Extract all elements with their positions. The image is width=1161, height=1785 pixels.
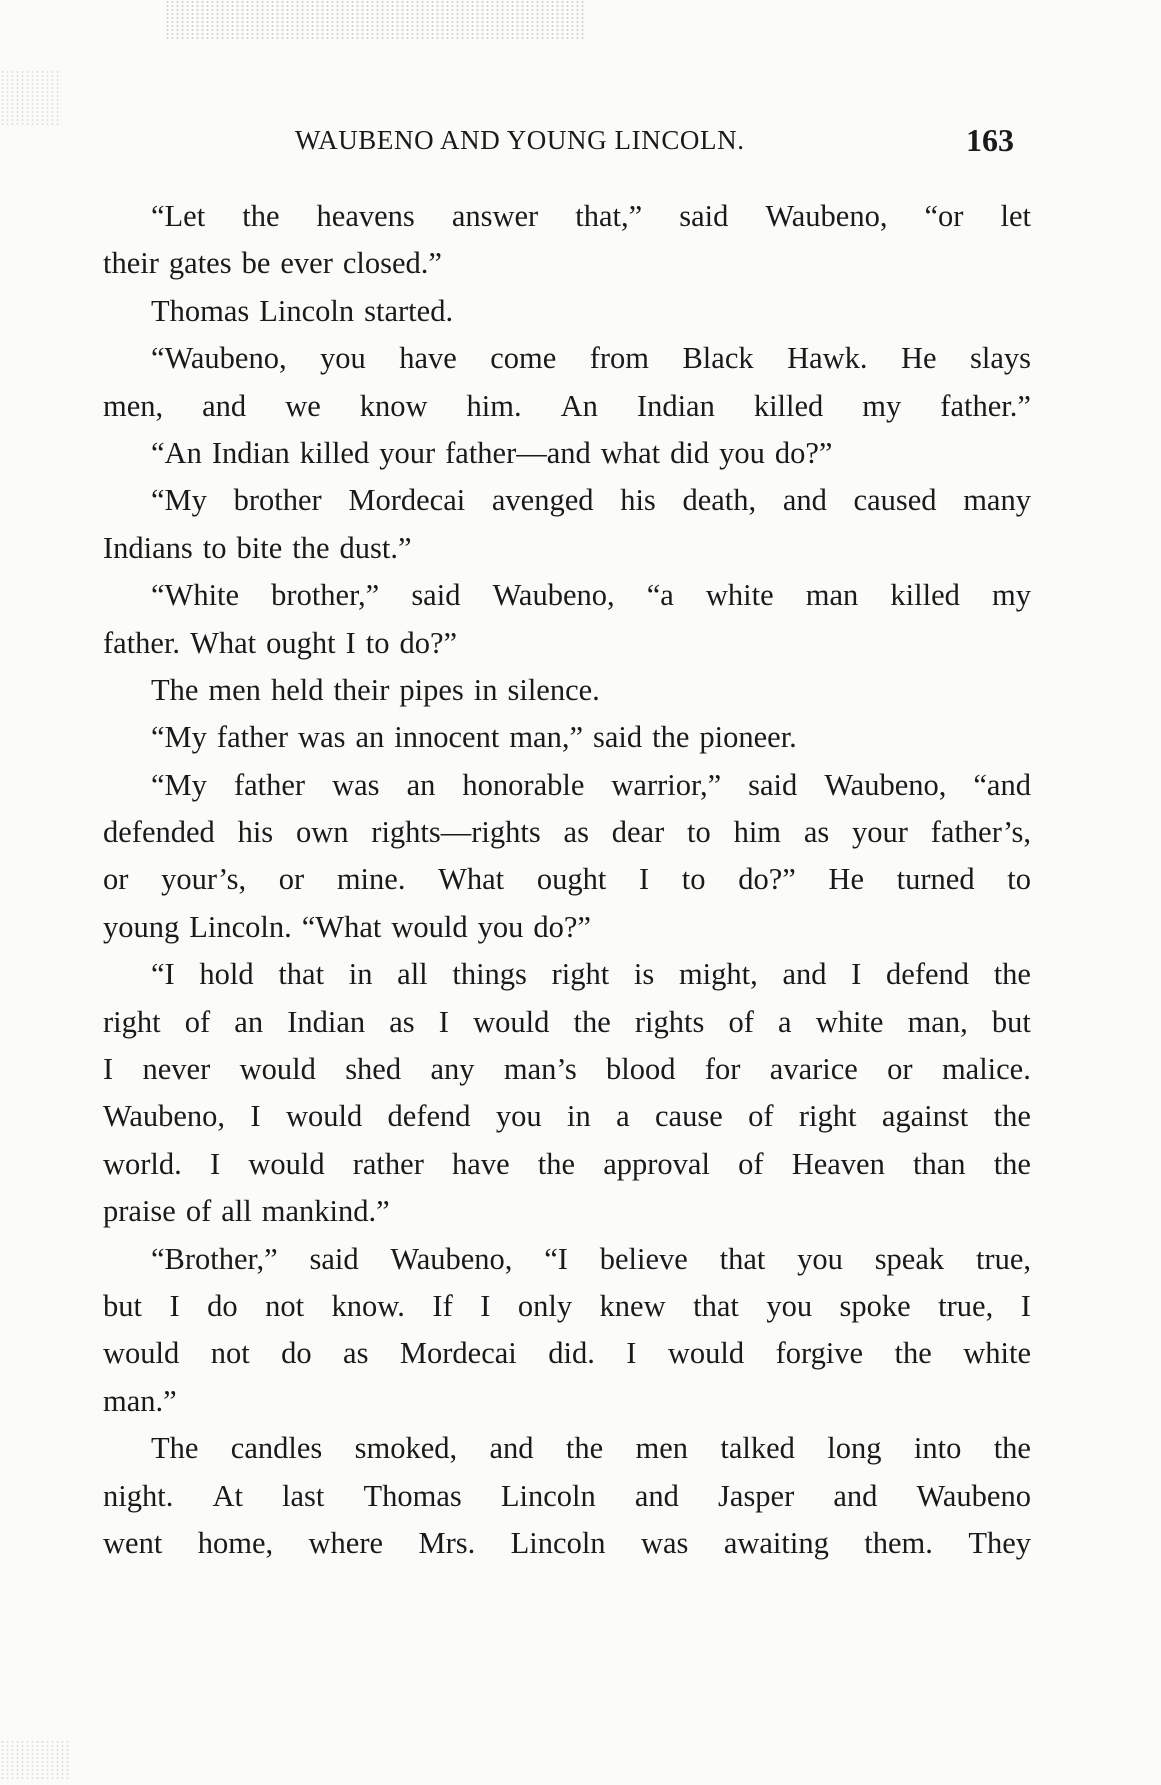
word: but bbox=[103, 1288, 142, 1323]
word: “a bbox=[646, 578, 674, 613]
word: praise bbox=[103, 1194, 176, 1229]
word: pipes bbox=[399, 672, 464, 707]
word: things bbox=[452, 957, 527, 992]
word: of bbox=[728, 1004, 754, 1039]
word: dust.” bbox=[339, 530, 412, 565]
word: them. bbox=[864, 1525, 933, 1560]
word: and bbox=[634, 1478, 679, 1513]
text-line bbox=[103, 856, 1031, 903]
word: Mordecai bbox=[399, 1336, 517, 1371]
word: What bbox=[190, 625, 257, 660]
word: He bbox=[828, 862, 864, 897]
word: talked bbox=[720, 1431, 795, 1466]
word: only bbox=[517, 1288, 573, 1323]
word: not bbox=[265, 1288, 305, 1323]
word: cause bbox=[655, 1099, 723, 1134]
word: own bbox=[295, 815, 349, 850]
word: him. bbox=[466, 388, 522, 423]
word: killed bbox=[890, 578, 960, 613]
text-line bbox=[103, 1046, 1031, 1093]
word: or bbox=[278, 862, 305, 897]
word: true, bbox=[938, 1288, 994, 1323]
word: I bbox=[438, 1004, 449, 1039]
word: awaiting bbox=[723, 1525, 829, 1560]
word: closed.” bbox=[342, 246, 442, 281]
word: that,” bbox=[575, 199, 643, 233]
word: and bbox=[833, 1478, 878, 1513]
word: the bbox=[242, 199, 280, 233]
running-title: WAUBENO AND YOUNG LINCOLN. bbox=[295, 125, 745, 155]
word: did bbox=[670, 435, 710, 470]
word: do?” bbox=[533, 909, 591, 944]
word: what bbox=[600, 435, 661, 470]
word: forgive bbox=[775, 1336, 864, 1371]
word: The bbox=[151, 672, 199, 707]
word: any bbox=[430, 1052, 475, 1087]
word: brother,” bbox=[271, 578, 380, 613]
word: a bbox=[778, 1004, 792, 1039]
text-line bbox=[103, 809, 1031, 856]
word: pioneer. bbox=[699, 720, 797, 755]
word: white bbox=[963, 1336, 1031, 1371]
word: and bbox=[489, 1431, 534, 1466]
text-line bbox=[103, 193, 1031, 240]
word: man’s bbox=[503, 1052, 577, 1087]
word: “and bbox=[973, 767, 1031, 802]
text-line bbox=[103, 999, 1031, 1046]
text-line bbox=[103, 1330, 1031, 1377]
word: the bbox=[993, 1146, 1031, 1181]
word: I bbox=[345, 625, 356, 660]
word: man bbox=[805, 578, 859, 613]
word: my bbox=[991, 578, 1031, 613]
word: turned bbox=[896, 862, 975, 897]
word: an bbox=[234, 1004, 264, 1039]
word: I bbox=[103, 1052, 114, 1087]
word: What bbox=[438, 862, 505, 897]
word: “Waubeno, bbox=[151, 341, 287, 376]
word: an bbox=[406, 767, 436, 802]
word: might, bbox=[678, 957, 758, 992]
word: would bbox=[667, 1336, 745, 1371]
word: all bbox=[221, 1194, 252, 1229]
word: If bbox=[432, 1288, 453, 1323]
word: their bbox=[103, 246, 159, 281]
word: death, bbox=[682, 483, 757, 518]
word: but bbox=[991, 1004, 1031, 1039]
word: was bbox=[332, 767, 380, 802]
word: Heaven bbox=[791, 1146, 885, 1181]
word: would bbox=[103, 1336, 180, 1371]
word: in bbox=[473, 672, 498, 707]
word: father’s, bbox=[930, 815, 1031, 850]
text-line bbox=[103, 525, 1031, 572]
word: I bbox=[851, 957, 862, 992]
word: to bbox=[202, 530, 227, 565]
word: did. bbox=[548, 1336, 595, 1371]
word: of bbox=[748, 1099, 774, 1134]
word: Mrs. bbox=[418, 1525, 476, 1560]
word: brother bbox=[233, 483, 322, 518]
word: defend bbox=[886, 957, 970, 992]
word: avarice bbox=[769, 1052, 858, 1087]
word: than bbox=[913, 1146, 966, 1181]
word: white bbox=[705, 578, 774, 613]
word: have bbox=[452, 1146, 510, 1181]
text-line bbox=[103, 430, 1031, 477]
text-line bbox=[103, 477, 1031, 524]
scan-speckle-bottom bbox=[0, 1740, 70, 1780]
word: of bbox=[185, 1194, 212, 1229]
word: Black bbox=[682, 341, 754, 376]
word: father bbox=[216, 720, 289, 755]
text-line bbox=[103, 383, 1031, 430]
text-line bbox=[103, 714, 1031, 761]
word: his bbox=[237, 815, 274, 850]
word: the bbox=[993, 1431, 1031, 1466]
word: approval bbox=[603, 1146, 710, 1181]
text-line bbox=[103, 1141, 1031, 1188]
word: or bbox=[103, 862, 129, 897]
word: Lincoln bbox=[500, 1478, 596, 1513]
word: He bbox=[900, 341, 937, 376]
word: you bbox=[766, 1288, 813, 1323]
word: was bbox=[298, 720, 346, 755]
word: blood bbox=[606, 1052, 676, 1087]
text-line bbox=[103, 1283, 1031, 1330]
word: do?” bbox=[738, 862, 796, 897]
word: the bbox=[993, 1099, 1031, 1134]
word: went bbox=[103, 1525, 163, 1560]
word: Indian bbox=[636, 388, 715, 423]
word: Waubeno, bbox=[765, 199, 888, 233]
word: is bbox=[633, 957, 655, 992]
word: shed bbox=[345, 1052, 402, 1087]
word: Lincoln. bbox=[189, 909, 292, 944]
word: would bbox=[391, 909, 468, 944]
word: as bbox=[803, 815, 830, 850]
word: “An bbox=[151, 435, 202, 470]
word: ought bbox=[536, 862, 607, 897]
word: him bbox=[733, 815, 782, 850]
word: said bbox=[679, 199, 729, 233]
word: Hawk. bbox=[787, 341, 868, 376]
word: I bbox=[169, 1288, 180, 1323]
word: I bbox=[480, 1288, 491, 1323]
word: do?” bbox=[774, 435, 833, 470]
word: defend bbox=[387, 1099, 471, 1134]
word: the bbox=[292, 530, 330, 565]
word: know bbox=[359, 388, 428, 423]
word: malice. bbox=[941, 1052, 1031, 1087]
scan-speckle-top bbox=[165, 0, 585, 40]
word: avenged bbox=[491, 483, 594, 518]
word: or bbox=[887, 1052, 913, 1087]
word: the bbox=[993, 957, 1031, 992]
word: The bbox=[151, 1431, 199, 1466]
text-line bbox=[103, 762, 1031, 809]
word: Thomas bbox=[151, 293, 250, 328]
text-line bbox=[103, 667, 1031, 714]
word: caused bbox=[853, 483, 937, 518]
word: “I bbox=[151, 957, 175, 992]
word: would bbox=[285, 1099, 363, 1134]
word: against bbox=[881, 1099, 969, 1134]
word: in bbox=[567, 1099, 591, 1134]
word: “My bbox=[151, 720, 207, 755]
word: They bbox=[968, 1525, 1031, 1560]
word: father bbox=[233, 767, 306, 802]
word: would bbox=[248, 1146, 325, 1181]
word: to bbox=[681, 862, 706, 897]
word: would bbox=[239, 1052, 316, 1087]
word: started. bbox=[364, 293, 454, 328]
word: young bbox=[103, 909, 180, 944]
word: the bbox=[537, 1146, 576, 1181]
word: as bbox=[343, 1336, 369, 1371]
word: right bbox=[103, 1004, 161, 1039]
word: do bbox=[207, 1288, 238, 1323]
word: At bbox=[212, 1478, 243, 1513]
text-line bbox=[103, 620, 1031, 667]
word: hold bbox=[199, 957, 254, 992]
page-number: 163 bbox=[966, 122, 1014, 158]
word: spoke bbox=[839, 1288, 911, 1323]
word: you bbox=[495, 1099, 542, 1134]
word: that bbox=[693, 1288, 739, 1323]
word: the bbox=[652, 720, 690, 755]
word: in bbox=[348, 957, 373, 992]
word: be bbox=[241, 246, 271, 281]
text-line bbox=[103, 1520, 1031, 1567]
word: true, bbox=[975, 1241, 1031, 1276]
word: I bbox=[638, 862, 650, 897]
word: his bbox=[620, 483, 656, 518]
word: you bbox=[797, 1241, 843, 1276]
word: as bbox=[389, 1004, 415, 1039]
word: an bbox=[355, 720, 385, 755]
word: killed bbox=[299, 435, 370, 470]
word: your bbox=[379, 435, 436, 470]
text-line bbox=[103, 951, 1031, 998]
word: Lincoln bbox=[259, 293, 355, 328]
word: ought bbox=[266, 625, 336, 660]
word: “or bbox=[924, 199, 964, 233]
word: night. bbox=[103, 1478, 174, 1513]
word: killed bbox=[753, 388, 824, 423]
word: innocent bbox=[394, 720, 500, 755]
word: you bbox=[719, 435, 765, 470]
word: “Brother,” bbox=[151, 1241, 278, 1276]
word: ever bbox=[280, 246, 333, 281]
word: a bbox=[616, 1099, 630, 1134]
word: world. bbox=[103, 1146, 182, 1181]
word: and bbox=[782, 483, 827, 518]
word: for bbox=[704, 1052, 741, 1087]
scan-speckle-left bbox=[0, 70, 62, 125]
word: men bbox=[208, 672, 261, 707]
word: gates bbox=[168, 246, 232, 281]
word: come bbox=[490, 341, 557, 376]
word: last bbox=[282, 1478, 325, 1513]
word: silence. bbox=[507, 672, 600, 707]
word: home, bbox=[197, 1525, 274, 1560]
word: Indians bbox=[103, 530, 193, 565]
word: my bbox=[862, 388, 902, 423]
word: from bbox=[589, 341, 650, 376]
text-line bbox=[103, 572, 1031, 619]
word: was bbox=[640, 1525, 689, 1560]
word: of bbox=[738, 1146, 764, 1181]
word: Waubeno, bbox=[390, 1241, 513, 1276]
word: “What bbox=[301, 909, 382, 944]
word: do bbox=[281, 1336, 312, 1371]
word: honorable bbox=[462, 767, 585, 802]
text-line bbox=[103, 1425, 1031, 1472]
word: into bbox=[913, 1431, 962, 1466]
word: rights—rights bbox=[371, 815, 541, 850]
text-line bbox=[103, 1093, 1031, 1140]
word: “My bbox=[151, 483, 207, 518]
word: said bbox=[593, 720, 643, 755]
word: bite bbox=[236, 530, 283, 565]
word: rather bbox=[352, 1146, 424, 1181]
word: warrior,” bbox=[611, 767, 722, 802]
word: I bbox=[250, 1099, 261, 1134]
word: where bbox=[308, 1525, 384, 1560]
body-text bbox=[103, 193, 1031, 1567]
word: and bbox=[202, 388, 247, 423]
word: as bbox=[563, 815, 589, 850]
word: Waubeno, bbox=[103, 1099, 226, 1134]
word: man,” bbox=[509, 720, 583, 755]
word: Mordecai bbox=[348, 483, 466, 518]
word: heavens bbox=[316, 199, 415, 233]
word: “White bbox=[151, 578, 240, 613]
word: I bbox=[1020, 1288, 1031, 1323]
word: speak bbox=[874, 1241, 945, 1276]
word: to bbox=[1007, 862, 1031, 897]
word: “I bbox=[544, 1241, 568, 1276]
word: long bbox=[827, 1431, 882, 1466]
word: I bbox=[626, 1336, 637, 1371]
word: answer bbox=[451, 199, 539, 233]
text-line bbox=[103, 335, 1031, 382]
word: rights bbox=[634, 1004, 705, 1039]
word: that bbox=[719, 1241, 766, 1276]
word: that bbox=[278, 957, 325, 992]
word: dear bbox=[611, 815, 665, 850]
word: father.” bbox=[940, 388, 1031, 423]
word: “My bbox=[151, 767, 207, 802]
word: father—and bbox=[445, 435, 591, 470]
word: slays bbox=[969, 341, 1031, 376]
word: mine. bbox=[336, 862, 406, 897]
word: the bbox=[565, 1431, 604, 1466]
word: to bbox=[687, 815, 711, 850]
word: father. bbox=[103, 625, 181, 660]
word: Indian bbox=[287, 1004, 366, 1039]
word: knew bbox=[599, 1288, 666, 1323]
word: let bbox=[1000, 199, 1031, 233]
word: your bbox=[852, 815, 908, 850]
word: men bbox=[635, 1431, 689, 1466]
text-line bbox=[103, 240, 1031, 287]
word: I bbox=[209, 1146, 221, 1181]
word: Waubeno bbox=[916, 1478, 1031, 1513]
word: “Let bbox=[151, 199, 206, 233]
word: would bbox=[473, 1004, 550, 1039]
word: all bbox=[397, 957, 428, 992]
word: to bbox=[365, 625, 390, 660]
word: said bbox=[748, 767, 798, 802]
word: Waubeno, bbox=[492, 578, 615, 613]
word: said bbox=[411, 578, 461, 613]
word: your’s, bbox=[161, 862, 247, 897]
word: right bbox=[798, 1099, 857, 1134]
word: white bbox=[815, 1004, 884, 1039]
word: and bbox=[782, 957, 827, 992]
word: Jasper bbox=[718, 1478, 795, 1513]
word: of bbox=[184, 1004, 211, 1039]
word: man, bbox=[907, 1004, 968, 1039]
word: not bbox=[210, 1336, 250, 1371]
word: An bbox=[560, 388, 598, 423]
word: right bbox=[551, 957, 610, 992]
word: we bbox=[285, 388, 321, 423]
text-line bbox=[103, 904, 1031, 951]
word: Lincoln bbox=[510, 1525, 606, 1560]
word: Indian bbox=[211, 435, 290, 470]
text-line bbox=[103, 1188, 1031, 1235]
word: said bbox=[309, 1241, 359, 1276]
text-line bbox=[103, 1378, 1031, 1425]
word: their bbox=[333, 672, 390, 707]
word: know. bbox=[331, 1288, 405, 1323]
word: you bbox=[320, 341, 366, 376]
word: have bbox=[399, 341, 457, 376]
word: man.” bbox=[103, 1383, 177, 1418]
word: believe bbox=[599, 1241, 688, 1276]
word: held bbox=[270, 672, 324, 707]
word: mankind.” bbox=[261, 1194, 390, 1229]
word: Waubeno, bbox=[824, 767, 947, 802]
word: many bbox=[963, 483, 1031, 518]
text-line bbox=[103, 1473, 1031, 1520]
word: candles bbox=[230, 1431, 323, 1466]
word: you bbox=[477, 909, 524, 944]
word: the bbox=[573, 1004, 611, 1039]
word: do?” bbox=[399, 625, 458, 660]
word: the bbox=[894, 1336, 932, 1371]
word: smoked, bbox=[354, 1431, 458, 1466]
text-line bbox=[103, 288, 1031, 335]
word: men, bbox=[103, 388, 164, 423]
word: defended bbox=[103, 815, 215, 850]
word: never bbox=[142, 1052, 211, 1087]
text-line bbox=[103, 1236, 1031, 1283]
word: Thomas bbox=[363, 1478, 462, 1513]
